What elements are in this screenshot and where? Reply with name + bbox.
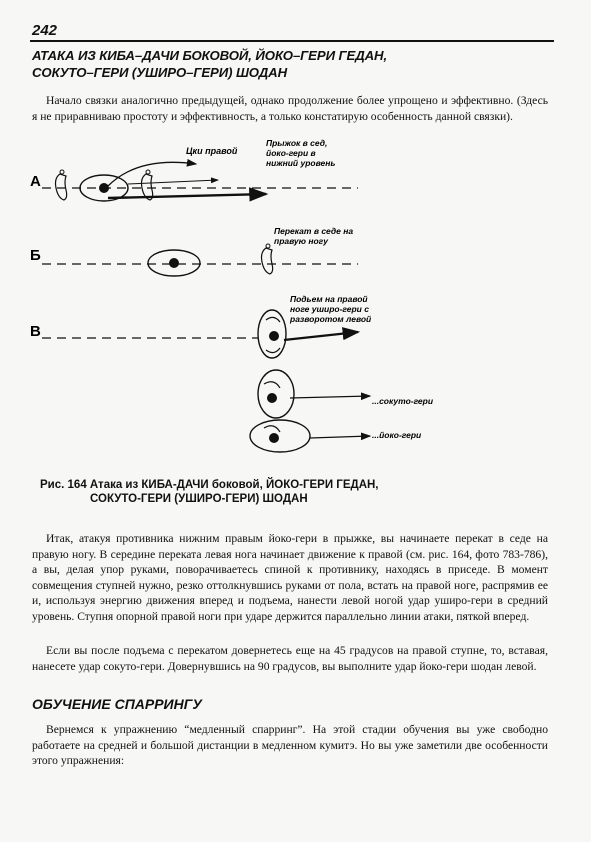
figure-caption-line-2: СОКУТО-ГЕРИ (УШИРО-ГЕРИ) ШОДАН xyxy=(90,493,308,505)
row-label-v: В xyxy=(30,323,41,340)
body-paragraph-1: Итак, атакуя противника нижним правым йоко-гери в прыжке, вы начинаете перекат в седе на правую ногу. В середине переката левая нога начинает движение к правой (см. рис. 164, фото 783-786), а вы, делая упор руками, поворачиваетесь спиной к противнику, находясь в приседе. В момент совмещения ступней нужно, резко оттолкнувшись руками от пола, встать на правой ноге, распрямив ее и, используя энергию движения вперед и подъема, нанести левой ногой удар уширо-гери в средний уровень. Ступня опорной правой ноги при ударе держится параллельно линии атаки, пяткой вперед. xyxy=(32,532,548,623)
label-yoko: ...йоко-гери xyxy=(372,430,422,440)
figure-b-head xyxy=(169,258,179,268)
foot-a-left xyxy=(56,170,67,200)
intro-paragraph: Начало связки аналогично предыдущей, однако продолжение более упрощено и эффективно. (Здесь я не приравниваю простоту и эффективность, а только констатирую особенность данной связки). xyxy=(32,94,548,123)
figure-sokuto-head xyxy=(267,393,277,403)
section-heading-sparring: ОБУЧЕНИЕ СПАРРИНГУ xyxy=(32,696,202,712)
label-v-rise: Подьем на правой ноге уширо-гери с разворотом левой xyxy=(290,294,372,324)
kick-arrow-yoko xyxy=(310,436,370,438)
label-b-roll: Перекат в седе на правую ногу xyxy=(274,226,354,246)
figure-yoko-head xyxy=(269,433,279,443)
header-rule xyxy=(30,40,554,42)
label-sokuto: ...сокуто-гери xyxy=(372,396,434,406)
foot-a-right xyxy=(142,170,153,200)
figure-caption-line-1: Рис. 164 Атака из КИБА-ДАЧИ боковой, ЙОКО-ГЕРИ ГЕДАН, xyxy=(40,479,379,491)
figure-v-head xyxy=(269,331,279,341)
figure-sokuto-hand xyxy=(264,382,280,388)
row-label-a: А xyxy=(30,173,41,190)
figure-a-head xyxy=(99,183,109,193)
label-a-punch: Цки правой xyxy=(186,146,238,156)
section-title xyxy=(32,47,552,81)
figure-yoko-hand xyxy=(264,426,280,432)
section-title-line-1: АТАКА ИЗ КИБА–ДАЧИ БОКОВОЙ, ЙОКО–ГЕРИ ГЕДАН, xyxy=(32,48,388,63)
figure-sokuto-body xyxy=(258,370,294,418)
row-label-b: Б xyxy=(30,247,41,264)
figure-yoko-body xyxy=(250,420,310,452)
label-a-jump: Прыжок в сед, йоко-гери в нижний уровень xyxy=(266,138,336,168)
kick-arrow-v xyxy=(284,332,358,340)
kick-arrow-a xyxy=(108,194,266,198)
body-paragraph-2: Если вы после подъема с перекатом довернетесь еще на 45 градусов на правой ступне, то, вставая, нанесете удар сокуто-гери. Довернувшись на 90 градусов, вы выполните удар йоко-гери шодан левой. xyxy=(32,644,548,673)
sparring-paragraph: Вернемся к упражнению “медленный спарринг”. На этой стадии обучения вы уже свободно работаете на средней и большой дистанции в медленном кумитэ. Но вы уже заметили две особенности этого упражнения: xyxy=(32,723,548,768)
section-title-line-2: СОКУТО–ГЕРИ (УШИРО–ГЕРИ) ШОДАН xyxy=(32,65,288,80)
figure-164 xyxy=(28,136,468,476)
foot-b xyxy=(262,244,273,274)
page-number: 242 xyxy=(32,22,58,39)
kick-arrow-sokuto xyxy=(290,396,370,398)
figure-caption xyxy=(40,478,500,506)
